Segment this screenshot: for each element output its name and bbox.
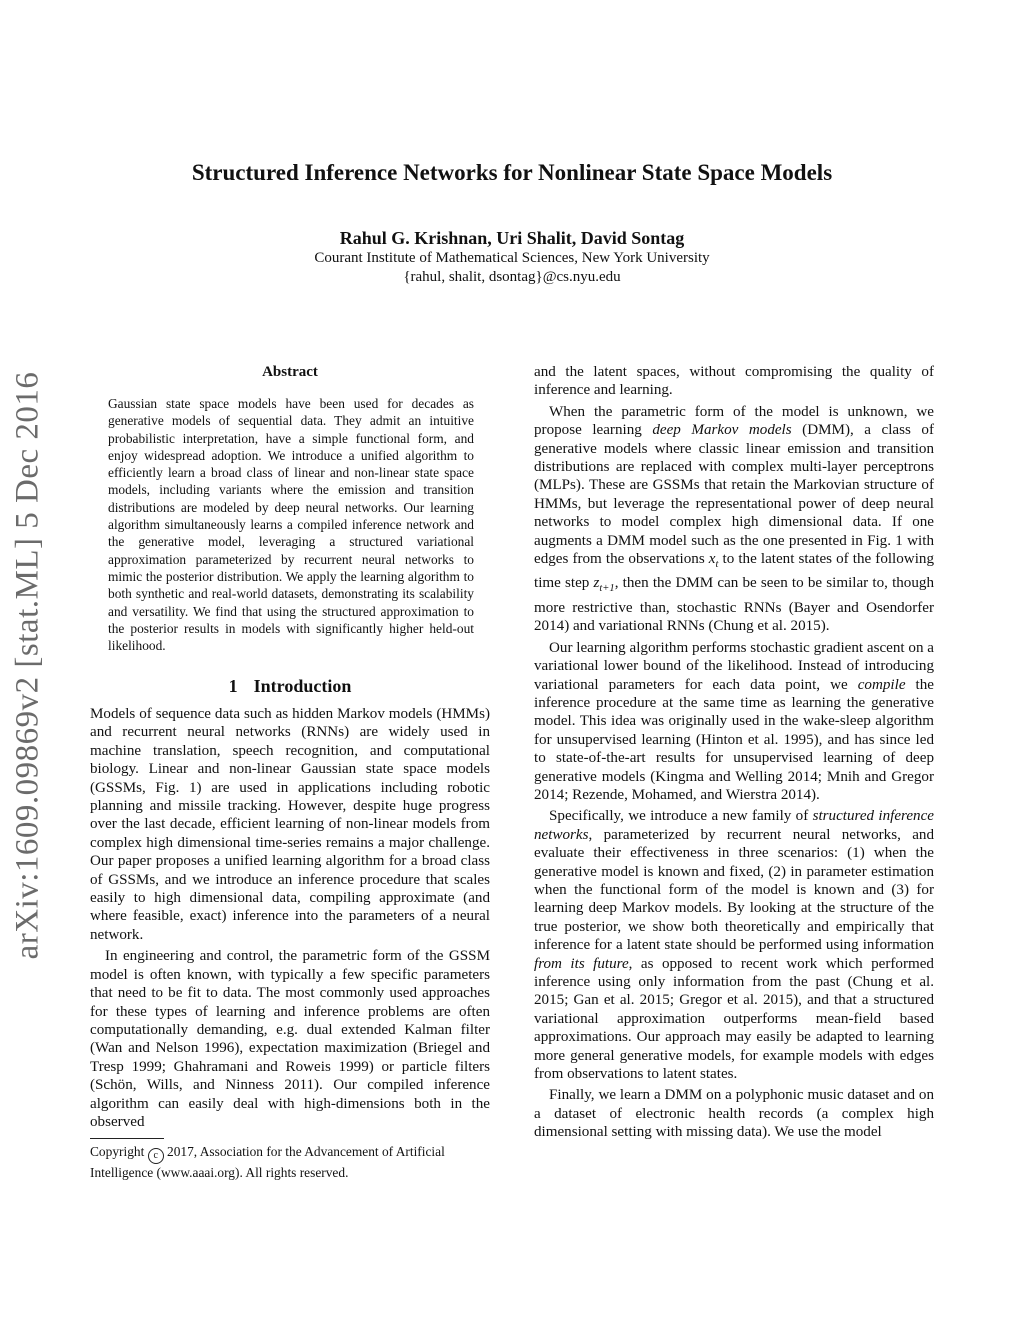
author-email: {rahul, shalit, dsontag}@cs.nyu.edu — [403, 269, 621, 285]
section-number: 1 — [228, 676, 238, 696]
left-column — [90, 705, 490, 1134]
text-run: , as opposed to recent work which performed inference using only information from the past (Chung et al. 2015; Gan et al. 2015; Gregor et al. 2015), and that a structured variational approximation outperforms mean-field based approximations. Our approach may easily be adapted to learning more general generative models, for example models with edges from observations to latent states. — [534, 955, 934, 1083]
emphasis-deep-markov-models: deep Markov models — [652, 422, 792, 439]
section-title: Introduction — [253, 676, 352, 696]
text-run: the inference procedure at the same time as learning the generative model. This idea was originally used in the wake-sleep algorithm for unsupervised learning (Hinton et al. 1995), and has since led to state-of-the-art results for unsupervised learning of deep generative models (Kingma and Welling 2014; Mnih and Gregor 2014; Rezende, Mohamed, and Wierstra 2014). — [534, 676, 934, 803]
author-affiliation: Courant Institute of Mathematical Sciences, New York University — [314, 250, 710, 266]
text-run: to the latent states of the following time step — [534, 551, 934, 592]
text-run: Specifically, we introduce a new family of — [549, 808, 813, 825]
paper-authors: Rahul G. Krishnan, Uri Shalit, David Sontag — [339, 228, 685, 248]
text-run: , then the DMM can be seen to be similar to, though more restrictive than, stochastic RNNs (Bayer and Osendorfer 2014) and variational RNNs (Chung et al. 2015). — [534, 575, 934, 635]
footnote-prefix: Copyright — [90, 1144, 145, 1159]
math-subscript: t+1 — [599, 583, 615, 595]
emphasis-from-its-future: from its future — [534, 955, 629, 972]
math-symbol: z — [593, 575, 600, 592]
right-paragraph-0: and the latent spaces, without compromising the quality of inference and learning. — [534, 364, 934, 399]
right-column — [534, 363, 934, 1145]
text-run: When the parametric form of the model is unknown, we propose learning — [534, 403, 934, 439]
right-paragraph-4: Finally, we learn a DMM on a polyphonic music dataset and on a dataset of electronic health records (a complex high dimensional setting with missing data). We use the model — [534, 1087, 934, 1141]
math-z-t-plus-1 — [593, 575, 615, 595]
emphasis-structured-inference-networks: structured inference networks — [534, 808, 934, 843]
right-paragraph-2 — [534, 639, 934, 805]
arxiv-id-text: arXiv:1609.09869v2 [stat.ML] 5 Dec 2016 — [9, 371, 46, 959]
math-subscript: t — [715, 559, 719, 571]
paper-title: Structured Inference Networks for Nonlinear State Space Models — [191, 160, 833, 185]
section-heading-introduction — [90, 676, 490, 697]
copyright-symbol: c — [148, 1148, 164, 1164]
intro-paragraph-1: Models of sequence data such as hidden Markov models (HMMs) and recurrent neural networks (RNNs) are widely used in machine translation, speech recognition, and computational biology. Linear and non-linear Gaussian state space models (GSSMs, Fig. 1) are used in applications including robotic planning and missile tracking. However, despite huge progress over the last decade, efficient learning of non-linear models from complex high dimensional time-series remains a major challenge. Our paper proposes a unified learning algorithm for a broad class of GSSMs, and we introduce an inference procedure that scales easily to high dimensional data, compiling approximate (and where feasible, exact) inference into the parameters of a neural network. — [90, 706, 490, 943]
text-run: Our learning algorithm performs stochastic gradient ascent on a variational lower bound of the likelihood. Instead of introducing variational parameters for each data point, we — [534, 639, 934, 693]
text-run: (DMM), a class of generative models where classic linear emission and transition distributions are replaced with complex multi-layer perceptrons (MLPs). These are GSSMs that retain the Markovian structure of HMMs, but leverage the representational power of deep neural networks to model complex high dimensional data. If one augments a DMM model such as the one presented in Fig. 1 with edges from the observations — [534, 422, 935, 568]
right-paragraph-1 — [534, 403, 934, 636]
intro-paragraph-2: In engineering and control, the parametric form of the GSSM model is often known, with typically a few specific parameters that need to be fit to data. The most commonly used approaches for these types of learning and inference problems are often computationally demanding, e.g. dual extended Kalman filter (Wan and Nelson 1996), expectation maximization (Briegel and Tresp 1999; Ghahramani and Roweis 1999) or particle filters (Schön, Wills, and Ninness 2011). Our compiled inference algorithm can easily deal with high-dimensions both in the observed — [90, 948, 490, 1130]
arxiv-identifier-stamp — [8, 355, 48, 975]
math-x-t — [708, 551, 719, 571]
footnote-text: 2017, Association for the Advancement of Artificial Intelligence (www.aaai.org). All rights reserved. — [90, 1144, 445, 1180]
abstract-heading: Abstract — [262, 364, 318, 380]
right-paragraph-3 — [534, 807, 934, 1083]
math-symbol: x — [708, 551, 716, 568]
copyright-footnote — [90, 1143, 490, 1181]
footnote-divider — [90, 1138, 164, 1139]
text-run: , parameterized by recurrent neural networks, and evaluate their effectiveness in three scenarios: (1) when the generative model is known and fixed, (2) in parameter estimation when the functional form of the model is known and (3) for learning deep Markov models. By looking at the structure of the true posterior, we show both theoretically and empirically that inference for a latent state should be performed using information — [534, 826, 934, 954]
abstract-body: Gaussian state space models have been used for decades as generative models of sequential data. They admit an intuitive probabilistic interpretation, have a simple functional form, and enjoy widespread adoption. We introduce a unified algorithm to efficiently learn a broad class of linear and non-linear state space models, including variants where the emission and transition distributions are modeled by deep neural networks. Our learning algorithm simultaneously learns a compiled inference network and the generative model, leveraging a structured variational approximation parameterized by recurrent neural networks to mimic the posterior distribution. We apply the learning algorithm to both synthetic and real-world datasets, demonstrating its scalability and versatility. We find that using the structured approximation to the posterior results in models with significantly higher held-out likelihood. — [108, 396, 474, 654]
emphasis-compile: compile — [857, 676, 906, 693]
